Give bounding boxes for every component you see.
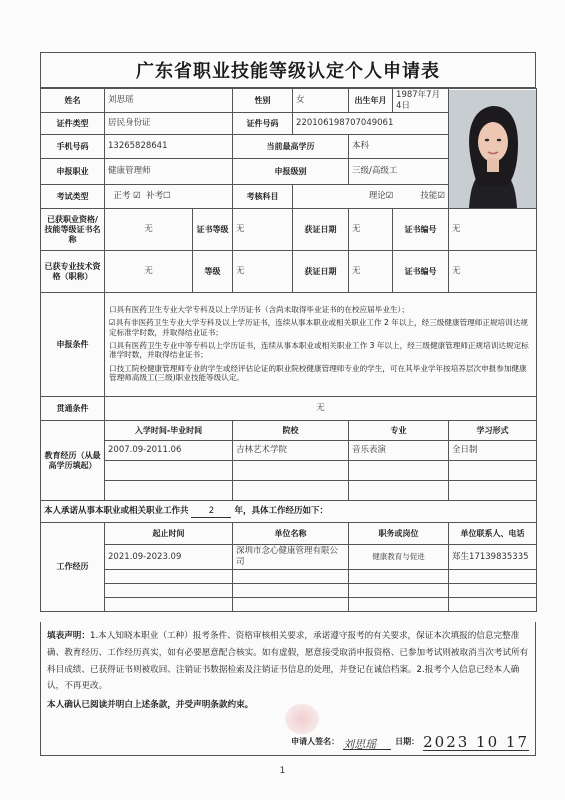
date-label: 日期：: [395, 737, 420, 747]
exam-makeup-checkbox[interactable]: ☐: [163, 191, 171, 202]
form-title: 广东省职业技能等级认定个人申请表: [136, 61, 440, 82]
conditions-label: 申报条件: [41, 293, 105, 397]
get-date-label: 获证日期: [293, 209, 349, 251]
condition-item-3[interactable]: 口具有医药卫生专业中等专科以上学历证书，连续从事本职业或相关职业工作 3 年以上，经三级健康管理师正规培训达规定标准学时数，并取得结业证书；: [109, 341, 529, 360]
gender-label: 性别: [233, 89, 293, 113]
work-position[interactable]: 健康教育与促进: [349, 545, 449, 569]
work-header-company: 单位名称: [233, 523, 349, 545]
cert-no-value-2[interactable]: 无: [449, 251, 537, 293]
date-field[interactable]: 2023 10 17: [423, 733, 529, 751]
grade-label: 等级: [193, 251, 233, 293]
occupation-value[interactable]: 健康管理师: [105, 159, 233, 185]
applicant-photo: [449, 90, 536, 208]
occupation-label: 申报职业: [41, 159, 105, 185]
edu-school[interactable]: 吉林艺术学院: [233, 441, 349, 461]
declaration-confirm: 本人确认已阅读并明白上述条款，并受声明条款约束。: [47, 700, 254, 710]
get-date-value[interactable]: 无: [349, 209, 393, 251]
page-number: 1: [279, 766, 286, 776]
condition-item-1[interactable]: 口具有医药卫生专业大学专科及以上学历证书（含尚未取得毕业证书的在校应届毕业生）；: [109, 304, 409, 314]
has-cert-value[interactable]: 无: [105, 209, 193, 251]
through-label: 贯通条件: [41, 397, 105, 421]
work-company[interactable]: 深圳市念心健康管理有限公司: [233, 545, 349, 569]
fingerprint-stamp: [285, 704, 319, 734]
subject-theory-option[interactable]: 理论: [368, 191, 386, 202]
phone-label: 手机号码: [41, 135, 105, 159]
subject-skill-option[interactable]: 技能: [420, 191, 438, 202]
edu-major[interactable]: 音乐表演: [349, 441, 449, 461]
sign-label: 申请人签名：: [291, 737, 340, 747]
get-date-label-2: 获证日期: [293, 251, 349, 293]
exam-subject-label: 考核科目: [233, 185, 293, 209]
id-type-label: 证件类型: [41, 113, 105, 135]
signature-line: [291, 733, 529, 751]
exam-makeup-option[interactable]: 补考: [146, 191, 164, 202]
edu-time[interactable]: 2007.09-2011.06: [105, 441, 233, 461]
work-header-position: 职务或岗位: [349, 523, 449, 545]
edu-header-time: 入学时间-毕业时间: [105, 421, 233, 441]
exam-normal-option[interactable]: 正考: [113, 191, 131, 202]
edu-value[interactable]: 本科: [349, 135, 449, 159]
declaration-text: [47, 628, 529, 695]
work-header-contact: 单位联系人、电话: [449, 523, 537, 545]
cert-no-value[interactable]: 无: [449, 209, 537, 251]
education-label: 教育经历（从最高学历填起）: [41, 421, 105, 501]
table-row: [41, 545, 537, 569]
cert-no-label: 证书编号: [393, 209, 449, 251]
years-statement: [41, 501, 537, 523]
work-time[interactable]: 2021.09-2023.09: [105, 545, 233, 569]
pro-tech-value[interactable]: 无: [105, 251, 193, 293]
edu-header-form: 学习形式: [449, 421, 537, 441]
work-contact[interactable]: 郑生17139835335: [449, 545, 537, 569]
declaration-body: 1.本人知晓本职业（工种）报考条件、资格审核相关要求，承诺遵守报考的有关要求，保证本次填报的信息完整准确、教育经历、工作经历真实，如有必要愿意配合核实。如有虚假，愿意接受取消申报资格、已参加考试则被取消当次考试所有科目成绩、已获得证书则被收回、注销证书数据检索及注销证书信息的处理，并登记在诚信档案。2.报考个人信息已经本人确认，不再更改。: [47, 631, 529, 692]
id-no-label: 证件号码: [233, 113, 293, 135]
cert-no-label-2: 证书编号: [393, 251, 449, 293]
name-value[interactable]: 刘思瑶: [105, 89, 233, 113]
subject-skill-checkbox[interactable]: ☑: [437, 191, 446, 202]
birth-label: 出生年月: [349, 89, 393, 113]
level-label: 申报级别: [233, 159, 349, 185]
phone-value[interactable]: 13265828641: [105, 135, 233, 159]
years-value[interactable]: 2: [191, 506, 231, 518]
table-row: [41, 441, 537, 461]
edu-header-major: 专业: [349, 421, 449, 441]
cert-level-label: 证书等级: [193, 209, 233, 251]
level-value[interactable]: 三级/高级工: [349, 159, 449, 185]
condition-item-2[interactable]: ☑具有非医药卫生专业大学专科及以上学历证书，连续从事本职业或相关职业工作 2 年以上，经三级健康管理师正规培训达规定标准学时数，并取得结业证书；: [109, 318, 528, 337]
exam-type-label: 考试类型: [41, 185, 105, 209]
applicant-info-table: [40, 88, 537, 612]
condition-item-4[interactable]: 口技工院校健康管理师专业的学生或经评估论证的职业院校健康管理师专业的学生，可在其毕业学年按培养层次申报参加健康管理师高级工(三级)职业技能等级认定。: [109, 363, 527, 383]
pro-tech-label: 已获专业技术资格（职称）: [41, 251, 105, 293]
conditions-list: [105, 293, 537, 397]
subject-theory-checkbox[interactable]: ☑: [385, 191, 394, 202]
signature-field[interactable]: 刘思瑶: [343, 734, 391, 750]
cert-level-value[interactable]: 无: [233, 209, 293, 251]
id-no-value[interactable]: 220106198707049061: [293, 113, 449, 135]
edu-form[interactable]: 全日制: [449, 441, 537, 461]
years-suffix: 年，具体工作经历如下：: [234, 505, 328, 516]
birth-value[interactable]: 1987年7月4日: [393, 89, 449, 113]
grade-value[interactable]: 无: [233, 251, 293, 293]
exam-subject-options: [293, 185, 449, 209]
has-cert-label: 已获职业资格/技能等级证书名称: [41, 209, 105, 251]
edu-label: 当前最高学历: [233, 135, 349, 159]
through-value[interactable]: 无: [105, 397, 537, 421]
gender-value[interactable]: 女: [293, 89, 349, 113]
declaration-head: 填表声明：: [47, 631, 90, 641]
years-prefix: 本人承诺从事本职业或相关职业工作共: [44, 505, 189, 516]
photo-cell: [449, 89, 537, 209]
edu-header-school: 院校: [233, 421, 349, 441]
work-exp-label: 工作经历: [41, 523, 105, 611]
declaration-box: [40, 622, 536, 756]
portrait-image: [449, 90, 536, 208]
exam-type-options: [105, 185, 233, 209]
work-header-time: 起止时间: [105, 523, 233, 545]
name-label: 姓名: [41, 89, 105, 113]
get-date-value-2[interactable]: 无: [349, 251, 393, 293]
id-type-value[interactable]: 居民身份证: [105, 113, 233, 135]
exam-normal-checkbox[interactable]: ☑: [130, 191, 144, 202]
title-box: [40, 52, 536, 88]
